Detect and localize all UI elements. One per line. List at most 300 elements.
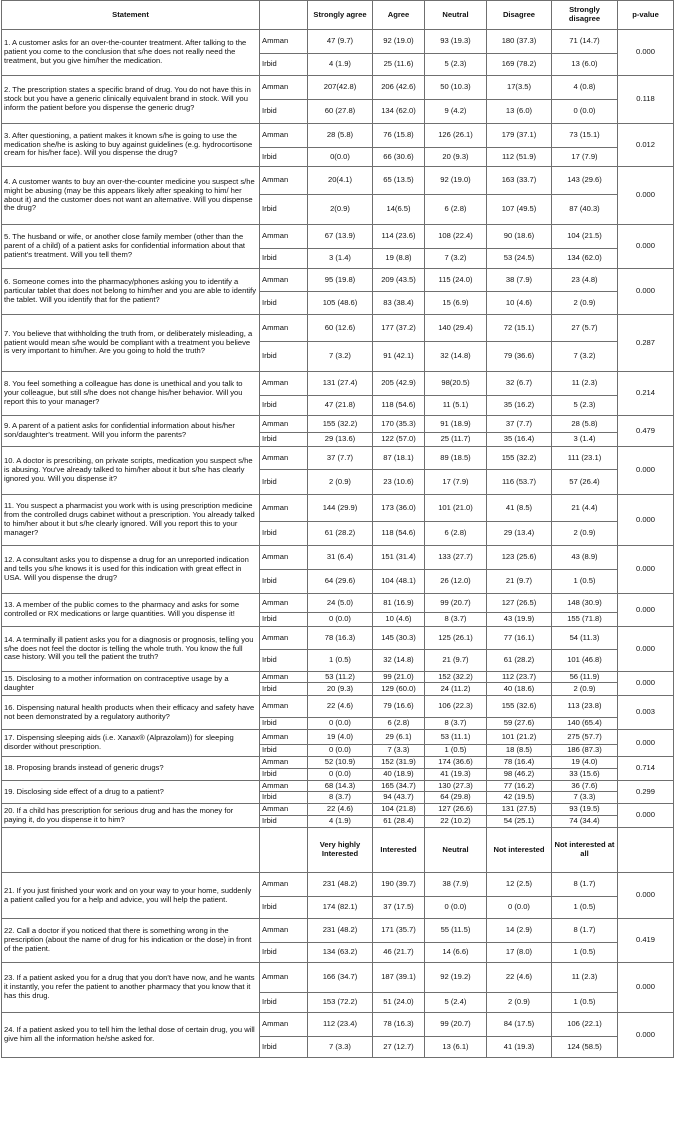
value-cell: 131 (27.4) — [308, 372, 373, 396]
value-cell: 28 (5.8) — [308, 124, 373, 148]
value-cell: 2 (0.9) — [308, 470, 373, 495]
value-cell: 0 (0.0) — [425, 897, 487, 919]
value-cell: 114 (23.6) — [373, 225, 425, 249]
value-cell: 169 (78.2) — [487, 54, 552, 76]
value-cell: 5 (2.3) — [425, 54, 487, 76]
value-cell: 42 (19.5) — [487, 792, 552, 804]
value-cell: 101 (21.0) — [425, 495, 487, 522]
value-cell: 9 (4.2) — [425, 100, 487, 124]
value-cell: 155 (71.8) — [552, 613, 618, 627]
value-cell: 0(0.0) — [308, 148, 373, 167]
city-label: Amman — [260, 225, 308, 249]
value-cell: 111 (23.1) — [552, 447, 618, 470]
value-cell: 81 (16.9) — [373, 594, 425, 613]
value-cell: 152 (32.2) — [425, 672, 487, 683]
value-cell: 66 (30.6) — [373, 148, 425, 167]
p-value: 0.299 — [618, 781, 674, 804]
value-cell: 23 (4.8) — [552, 269, 618, 292]
value-cell: 8 (3.7) — [308, 792, 373, 804]
statement-text: 21. If you just finished your work and on your way to your home, suddenly a patient called you for a help and advice, you will help the patient. — [2, 873, 260, 919]
header-blank-city — [260, 828, 308, 873]
value-cell: 2 (0.9) — [552, 292, 618, 315]
value-cell: 21 (9.7) — [425, 650, 487, 672]
value-cell: 1 (0.5) — [425, 745, 487, 757]
statement-text: 12. A consultant asks you to dispense a drug for an unreported indication and tells you s/he knows it is used for this indication with great effect in USA. Will you dispense the drug? — [2, 546, 260, 594]
table-row-amman — [2, 76, 674, 100]
value-cell: 55 (11.5) — [425, 919, 487, 943]
city-label: Amman — [260, 546, 308, 570]
statement-text: 13. A member of the public comes to the pharmacy and asks for some controlled or RX medications or large quantities. Will you dispense it! — [2, 594, 260, 627]
city-label: Irbid — [260, 943, 308, 963]
table-row-amman — [2, 416, 674, 433]
value-cell: 7 (3.2) — [425, 249, 487, 269]
city-label: Irbid — [260, 570, 308, 594]
value-cell: 43 (8.9) — [552, 546, 618, 570]
city-label: Irbid — [260, 100, 308, 124]
city-label: Amman — [260, 124, 308, 148]
header-interest-level: Not interested — [487, 828, 552, 873]
value-cell: 64 (29.8) — [425, 792, 487, 804]
value-cell: 2 (0.9) — [552, 683, 618, 696]
value-cell: 50 (10.3) — [425, 76, 487, 100]
value-cell: 118 (54.6) — [373, 396, 425, 416]
value-cell: 125 (26.1) — [425, 627, 487, 650]
value-cell: 112 (23.4) — [308, 1013, 373, 1037]
header-blank-p — [618, 828, 674, 873]
value-cell: 22 (10.2) — [425, 816, 487, 828]
value-cell: 134 (63.2) — [308, 943, 373, 963]
city-label: Amman — [260, 167, 308, 195]
table-row-amman — [2, 873, 674, 897]
value-cell: 8 (1.7) — [552, 873, 618, 897]
value-cell: 92 (19.0) — [373, 30, 425, 54]
city-label: Irbid — [260, 792, 308, 804]
city-label: Irbid — [260, 433, 308, 447]
city-label: Irbid — [260, 396, 308, 416]
value-cell: 7 (3.3) — [308, 1037, 373, 1058]
value-cell: 72 (15.1) — [487, 315, 552, 342]
value-cell: 61 (28.2) — [308, 522, 373, 546]
p-value: 0.000 — [618, 804, 674, 828]
statement-text: 16. Dispensing natural health products when their efficacy and safety have not been demonstrated by a regulatory authority? — [2, 696, 260, 730]
value-cell: 23 (10.6) — [373, 470, 425, 495]
value-cell: 127 (26.6) — [425, 804, 487, 816]
p-value: 0.000 — [618, 546, 674, 594]
value-cell: 231 (48.2) — [308, 919, 373, 943]
statement-text: 20. If a child has prescription for serious drug and has the money for paying it, do you dispense it to him? — [2, 804, 260, 828]
city-label: Amman — [260, 416, 308, 433]
city-label: Irbid — [260, 54, 308, 76]
table-row-amman — [2, 372, 674, 396]
value-cell: 206 (42.6) — [373, 76, 425, 100]
value-cell: 83 (38.4) — [373, 292, 425, 315]
value-cell: 116 (53.7) — [487, 470, 552, 495]
value-cell: 41 (19.3) — [487, 1037, 552, 1058]
value-cell: 140 (29.4) — [425, 315, 487, 342]
value-cell: 163 (33.7) — [487, 167, 552, 195]
table-row-amman — [2, 546, 674, 570]
value-cell: 231 (48.2) — [308, 873, 373, 897]
header-city — [260, 1, 308, 30]
p-value: 0.003 — [618, 696, 674, 730]
city-label: Amman — [260, 873, 308, 897]
value-cell: 52 (10.9) — [308, 757, 373, 769]
table-row-amman — [2, 225, 674, 249]
value-cell: 14(6.5) — [373, 195, 425, 225]
value-cell: 155 (32.2) — [308, 416, 373, 433]
value-cell: 14 (6.6) — [425, 943, 487, 963]
p-value: 0.287 — [618, 315, 674, 372]
value-cell: 152 (31.9) — [373, 757, 425, 769]
value-cell: 190 (39.7) — [373, 873, 425, 897]
value-cell: 140 (65.4) — [552, 718, 618, 730]
value-cell: 4 (1.9) — [308, 54, 373, 76]
value-cell: 77 (16.2) — [487, 781, 552, 792]
value-cell: 32 (14.8) — [373, 650, 425, 672]
table-row-amman — [2, 781, 674, 792]
header-statement: Statement — [2, 1, 260, 30]
header-neutral: Neutral — [425, 1, 487, 30]
value-cell: 15 (6.9) — [425, 292, 487, 315]
value-cell: 0 (0.0) — [308, 718, 373, 730]
value-cell: 19 (4.0) — [552, 757, 618, 769]
value-cell: 134 (62.0) — [552, 249, 618, 269]
statement-text: 17. Dispensing sleeping aids (i.e. Xanax® (Alprazolam)) for sleeping disorder without prescription. — [2, 730, 260, 757]
value-cell: 104 (21.8) — [373, 804, 425, 816]
value-cell: 19 (8.8) — [373, 249, 425, 269]
value-cell: 27 (5.7) — [552, 315, 618, 342]
value-cell: 59 (27.6) — [487, 718, 552, 730]
p-value: 0.000 — [618, 627, 674, 672]
value-cell: 6 (2.8) — [425, 522, 487, 546]
value-cell: 99 (21.0) — [373, 672, 425, 683]
p-value: 0.000 — [618, 672, 674, 696]
value-cell: 61 (28.4) — [373, 816, 425, 828]
value-cell: 2 (0.9) — [487, 993, 552, 1013]
table-row-amman — [2, 919, 674, 943]
value-cell: 92 (19.2) — [425, 963, 487, 993]
value-cell: 8 (3.7) — [425, 718, 487, 730]
value-cell: 166 (34.7) — [308, 963, 373, 993]
value-cell: 155 (32.2) — [487, 447, 552, 470]
p-value: 0.000 — [618, 873, 674, 919]
header-row-interest — [2, 828, 674, 873]
value-cell: 43 (19.9) — [487, 613, 552, 627]
value-cell: 60 (12.6) — [308, 315, 373, 342]
value-cell: 180 (37.3) — [487, 30, 552, 54]
value-cell: 6 (2.8) — [425, 195, 487, 225]
value-cell: 71 (14.7) — [552, 30, 618, 54]
value-cell: 20 (9.3) — [308, 683, 373, 696]
header-blank — [2, 828, 260, 873]
city-label: Irbid — [260, 897, 308, 919]
city-label: Irbid — [260, 683, 308, 696]
city-label: Amman — [260, 781, 308, 792]
statement-text: 22. Call a doctor if you noticed that there is something wrong in the prescription (about the name of drug for his indication or the dose) in front of the patient. — [2, 919, 260, 963]
city-label: Amman — [260, 696, 308, 718]
value-cell: 106 (22.3) — [425, 696, 487, 718]
p-value: 0.714 — [618, 757, 674, 781]
p-value: 0.000 — [618, 1013, 674, 1058]
p-value: 0.000 — [618, 30, 674, 76]
value-cell: 29 (6.1) — [373, 730, 425, 745]
city-label: Irbid — [260, 470, 308, 495]
value-cell: 22 (4.6) — [308, 696, 373, 718]
city-label: Irbid — [260, 522, 308, 546]
header-strongly-disagree: Strongly disagree — [552, 1, 618, 30]
value-cell: 7 (3.3) — [373, 745, 425, 757]
table-row-amman — [2, 30, 674, 54]
value-cell: 26 (12.0) — [425, 570, 487, 594]
p-value: 0.214 — [618, 372, 674, 416]
value-cell: 2(0.9) — [308, 195, 373, 225]
value-cell: 22 (4.6) — [308, 804, 373, 816]
header-disagree: Disagree — [487, 1, 552, 30]
value-cell: 174 (82.1) — [308, 897, 373, 919]
city-label: Irbid — [260, 1037, 308, 1058]
value-cell: 53 (11.2) — [308, 672, 373, 683]
value-cell: 0 (0.0) — [308, 769, 373, 781]
p-value: 0.012 — [618, 124, 674, 167]
value-cell: 11 (2.3) — [552, 372, 618, 396]
p-value: 0.000 — [618, 167, 674, 225]
value-cell: 2 (0.9) — [552, 522, 618, 546]
value-cell: 57 (26.4) — [552, 470, 618, 495]
value-cell: 78 (16.3) — [373, 1013, 425, 1037]
statement-text: 3. After questioning, a patient makes it known s/he is going to use the medication she/he is asking to buy against guidelines (e.g. hydrocortisone cream for his/her face). Will you dispense the drug? — [2, 124, 260, 167]
table-row-amman — [2, 315, 674, 342]
value-cell: 56 (11.9) — [552, 672, 618, 683]
value-cell: 122 (57.0) — [373, 433, 425, 447]
value-cell: 115 (24.0) — [425, 269, 487, 292]
city-label: Amman — [260, 672, 308, 683]
value-cell: 112 (51.9) — [487, 148, 552, 167]
value-cell: 143 (29.6) — [552, 167, 618, 195]
value-cell: 173 (36.0) — [373, 495, 425, 522]
value-cell: 79 (36.6) — [487, 342, 552, 372]
value-cell: 84 (17.5) — [487, 1013, 552, 1037]
value-cell: 99 (20.7) — [425, 594, 487, 613]
value-cell: 0 (0.0) — [308, 613, 373, 627]
table-row-amman — [2, 1013, 674, 1037]
statement-text: 9. A parent of a patient asks for confidential information about his/her son/daughter's treatment. Will you inform the parents? — [2, 416, 260, 447]
value-cell: 144 (29.9) — [308, 495, 373, 522]
value-cell: 77 (16.1) — [487, 627, 552, 650]
value-cell: 54 (25.1) — [487, 816, 552, 828]
value-cell: 129 (60.0) — [373, 683, 425, 696]
p-value: 0.000 — [618, 225, 674, 269]
city-label: Irbid — [260, 148, 308, 167]
value-cell: 24 (11.2) — [425, 683, 487, 696]
value-cell: 98(20.5) — [425, 372, 487, 396]
statement-text: 10. A doctor is prescribing, on private scripts, medication you suspect s/he is abusing. You've already talked to him/her about it but s/he has clearly ignored you. Will you dispense it? — [2, 447, 260, 495]
city-label: Amman — [260, 919, 308, 943]
value-cell: 33 (15.6) — [552, 769, 618, 781]
value-cell: 18 (8.5) — [487, 745, 552, 757]
value-cell: 76 (15.8) — [373, 124, 425, 148]
header-interest-level: Interested — [373, 828, 425, 873]
value-cell: 130 (27.3) — [425, 781, 487, 792]
p-value: 0.479 — [618, 416, 674, 447]
value-cell: 98 (46.2) — [487, 769, 552, 781]
value-cell: 17 (7.9) — [552, 148, 618, 167]
p-value: 0.000 — [618, 495, 674, 546]
value-cell: 91 (18.9) — [425, 416, 487, 433]
value-cell: 41 (8.5) — [487, 495, 552, 522]
value-cell: 31 (6.4) — [308, 546, 373, 570]
value-cell: 74 (34.4) — [552, 816, 618, 828]
value-cell: 61 (28.2) — [487, 650, 552, 672]
table-row-amman — [2, 627, 674, 650]
value-cell: 25 (11.6) — [373, 54, 425, 76]
value-cell: 89 (18.5) — [425, 447, 487, 470]
value-cell: 170 (35.3) — [373, 416, 425, 433]
value-cell: 53 (24.5) — [487, 249, 552, 269]
city-label: Irbid — [260, 816, 308, 828]
value-cell: 47 (9.7) — [308, 30, 373, 54]
city-label: Amman — [260, 627, 308, 650]
header-p-value: p-value — [618, 1, 674, 30]
value-cell: 6 (2.8) — [373, 718, 425, 730]
value-cell: 93 (19.5) — [552, 804, 618, 816]
value-cell: 126 (26.1) — [425, 124, 487, 148]
value-cell: 123 (25.6) — [487, 546, 552, 570]
value-cell: 209 (43.5) — [373, 269, 425, 292]
value-cell: 38 (7.9) — [425, 873, 487, 897]
value-cell: 1 (0.5) — [308, 650, 373, 672]
city-label: Amman — [260, 315, 308, 342]
value-cell: 105 (48.6) — [308, 292, 373, 315]
value-cell: 13 (6.0) — [552, 54, 618, 76]
value-cell: 94 (43.7) — [373, 792, 425, 804]
value-cell: 17 (8.0) — [487, 943, 552, 963]
value-cell: 46 (21.7) — [373, 943, 425, 963]
statement-text: 8. You feel something a colleague has done is unethical and you talk to your colleague, but still s/he does not change his/her behavior. Will you report this to your manager? — [2, 372, 260, 416]
header-interest-level: Neutral — [425, 828, 487, 873]
value-cell: 4 (0.8) — [552, 76, 618, 100]
value-cell: 53 (11.1) — [425, 730, 487, 745]
table-row-amman — [2, 124, 674, 148]
value-cell: 65 (13.5) — [373, 167, 425, 195]
p-value: 0.000 — [618, 269, 674, 315]
city-label: Amman — [260, 1013, 308, 1037]
value-cell: 13 (6.0) — [487, 100, 552, 124]
statement-text: 11. You suspect a pharmacist you work with is using prescription medicine from the controlled drugs cabinet without a prescription. You already talked to him/her about it but s/he clearly ignored. Will you report this to your manager? — [2, 495, 260, 546]
value-cell: 12 (2.5) — [487, 873, 552, 897]
statement-text: 5. The husband or wife, or another close family member (other than the parent of a child) of a patient asks for confidential information about that patient's treatment. Will you tell them? — [2, 225, 260, 269]
value-cell: 40 (18.9) — [373, 769, 425, 781]
value-cell: 93 (19.3) — [425, 30, 487, 54]
value-cell: 95 (19.8) — [308, 269, 373, 292]
value-cell: 47 (21.8) — [308, 396, 373, 416]
value-cell: 124 (58.5) — [552, 1037, 618, 1058]
value-cell: 10 (4.6) — [373, 613, 425, 627]
city-label: Amman — [260, 730, 308, 745]
value-cell: 101 (46.8) — [552, 650, 618, 672]
p-value: 0.000 — [618, 963, 674, 1013]
survey-table — [1, 0, 674, 1058]
value-cell: 104 (48.1) — [373, 570, 425, 594]
value-cell: 38 (7.9) — [487, 269, 552, 292]
city-label: Irbid — [260, 342, 308, 372]
value-cell: 37 (17.5) — [373, 897, 425, 919]
statement-text: 6. Someone comes into the pharmacy/phones asking you to identify a particular tablet that does not belong to him/her and you are able to identify the tablet. Will you identify that for the patient? — [2, 269, 260, 315]
city-label: Amman — [260, 495, 308, 522]
value-cell: 186 (87.3) — [552, 745, 618, 757]
value-cell: 32 (6.7) — [487, 372, 552, 396]
value-cell: 28 (5.8) — [552, 416, 618, 433]
value-cell: 148 (30.9) — [552, 594, 618, 613]
value-cell: 5 (2.4) — [425, 993, 487, 1013]
header-interest-level: Not interested at all — [552, 828, 618, 873]
city-label: Amman — [260, 76, 308, 100]
city-label: Amman — [260, 804, 308, 816]
value-cell: 104 (21.5) — [552, 225, 618, 249]
value-cell: 79 (16.6) — [373, 696, 425, 718]
value-cell: 1 (0.5) — [552, 897, 618, 919]
statement-text: 15. Disclosing to a mother information on contraceptive usage by a daughter — [2, 672, 260, 696]
value-cell: 25 (11.7) — [425, 433, 487, 447]
p-value: 0.118 — [618, 76, 674, 124]
value-cell: 108 (22.4) — [425, 225, 487, 249]
value-cell: 20 (9.3) — [425, 148, 487, 167]
city-label: Amman — [260, 757, 308, 769]
value-cell: 179 (37.1) — [487, 124, 552, 148]
value-cell: 24 (5.0) — [308, 594, 373, 613]
value-cell: 4 (1.9) — [308, 816, 373, 828]
value-cell: 17(3.5) — [487, 76, 552, 100]
value-cell: 113 (23.8) — [552, 696, 618, 718]
value-cell: 19 (4.0) — [308, 730, 373, 745]
table-row-amman — [2, 447, 674, 470]
table-row-amman — [2, 672, 674, 683]
statement-text: 1. A customer asks for an over-the-counter treatment. After talking to the patient you come to the conclusion that s/he does not really need the treatment, but you give him/her the medication. — [2, 30, 260, 76]
value-cell: 78 (16.4) — [487, 757, 552, 769]
value-cell: 1 (0.5) — [552, 943, 618, 963]
value-cell: 10 (4.6) — [487, 292, 552, 315]
city-label: Irbid — [260, 745, 308, 757]
value-cell: 11 (2.3) — [552, 963, 618, 993]
value-cell: 37 (7.7) — [308, 447, 373, 470]
table-row-amman — [2, 963, 674, 993]
value-cell: 7 (3.2) — [552, 342, 618, 372]
value-cell: 207(42.8) — [308, 76, 373, 100]
header-strongly-agree: Strongly agree — [308, 1, 373, 30]
statement-text: 19. Disclosing side effect of a drug to a patient? — [2, 781, 260, 804]
value-cell: 8 (3.7) — [425, 613, 487, 627]
value-cell: 40 (18.6) — [487, 683, 552, 696]
table-row-amman — [2, 757, 674, 769]
table-row-amman — [2, 696, 674, 718]
value-cell: 165 (34.7) — [373, 781, 425, 792]
city-label: Amman — [260, 594, 308, 613]
city-label: Irbid — [260, 195, 308, 225]
table-row-amman — [2, 804, 674, 816]
p-value: 0.000 — [618, 730, 674, 757]
statement-text: 18. Proposing brands instead of generic drugs? — [2, 757, 260, 781]
p-value: 0.419 — [618, 919, 674, 963]
value-cell: 1 (0.5) — [552, 993, 618, 1013]
value-cell: 17 (7.9) — [425, 470, 487, 495]
value-cell: 8 (1.7) — [552, 919, 618, 943]
city-label: Irbid — [260, 613, 308, 627]
statement-text: 14. A terminally ill patient asks you for a diagnosis or prognosis, telling you s/he does not feel the doctor is telling the whole truth. You know the full case history. Will you tell the patient the truth? — [2, 627, 260, 672]
value-cell: 99 (20.7) — [425, 1013, 487, 1037]
city-label: Irbid — [260, 718, 308, 730]
city-label: Irbid — [260, 993, 308, 1013]
table-row-amman — [2, 167, 674, 195]
value-cell: 205 (42.9) — [373, 372, 425, 396]
